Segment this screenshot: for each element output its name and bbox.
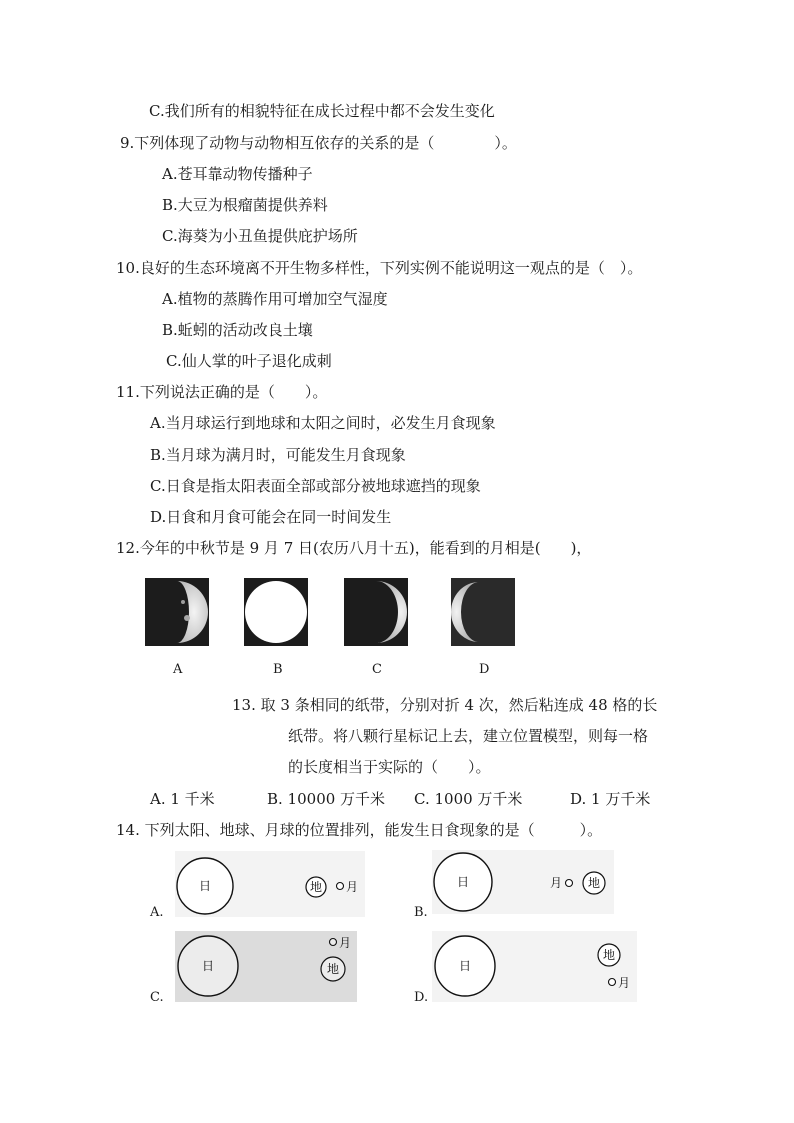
q14-stem: 14. 下列太阳、地球、月球的位置排列，能发生日食现象的是（ ）。	[116, 821, 603, 839]
q9-option-c: C.海葵为小丑鱼提供庇护场所	[162, 227, 358, 245]
sun-label: 日	[198, 879, 212, 893]
q13-line-3: 的长度相当于实际的（ ）。	[288, 758, 491, 776]
moon-label: 月	[618, 976, 631, 990]
earth-label: 地	[309, 880, 323, 894]
q13-option-a: A. 1 千米	[150, 790, 215, 808]
q14-label-c: C.	[150, 990, 164, 1005]
q11-option-b: B.当月球为满月时，可能发生月食现象	[150, 446, 406, 464]
q13-line-2: 纸带。将八颗行星标记上去，建立位置模型，则每一格	[288, 727, 649, 745]
moon-phase-b-image	[244, 578, 308, 646]
q13-option-b: B. 10000 万千米	[267, 790, 386, 808]
sun-label: 日	[458, 959, 472, 973]
q10-option-a: A.植物的蒸腾作用可增加空气湿度	[162, 290, 388, 308]
q11-option-a: A.当月球运行到地球和太阳之间时，必发生月食现象	[150, 414, 496, 432]
earth-label: 地	[587, 876, 601, 890]
q12-stem: 12.今年的中秋节是 9 月 7 日(农历八月十五)，能看到的月相是( )，	[116, 539, 592, 557]
q11-option-c: C.日食是指太阳表面全部或部分被地球遮挡的现象	[150, 477, 481, 495]
moon-phase-c-image	[344, 578, 408, 646]
moon-label: 月	[339, 936, 352, 950]
moon-label-b: B	[273, 662, 283, 677]
earth-label: 地	[602, 948, 616, 962]
q13-option-c: C. 1000 万千米	[414, 790, 523, 808]
q14-diagram-b	[432, 850, 614, 914]
q14-label-d: D.	[414, 990, 429, 1005]
q14-label-a: A.	[150, 905, 164, 920]
q13-option-d: D. 1 万千米	[570, 790, 651, 808]
q10-option-c: C.仙人掌的叶子退化成刺	[166, 352, 332, 370]
q10-stem: 10.良好的生态环境离不开生物多样性，下列实例不能说明这一观点的是（ ）。	[116, 259, 643, 277]
q14-diagram-d	[432, 931, 637, 1002]
moon-label-a: A	[173, 662, 183, 677]
q9-option-a: A.苍耳靠动物传播种子	[162, 165, 313, 183]
moon-label-d: D	[479, 662, 490, 677]
q13-line-1: 13. 取 3 条相同的纸带，分别对折 4 次，然后粘连成 48 格的长	[232, 696, 658, 714]
q8-option-c: C.我们所有的相貌特征在成长过程中都不会发生变化	[149, 102, 495, 120]
q14-diagram-c	[175, 931, 357, 1002]
q14-label-b: B.	[414, 905, 428, 920]
moon-label-c: C	[372, 662, 382, 677]
q14-diagram-a	[175, 851, 365, 917]
moon-phase-d-image	[451, 578, 515, 646]
moon-phase-a-image	[145, 578, 209, 646]
moon-label: 月	[550, 876, 563, 890]
earth-label: 地	[326, 962, 340, 976]
q9-option-b: B.大豆为根瘤菌提供养料	[162, 196, 328, 214]
q10-option-b: B.蚯蚓的活动改良土壤	[162, 321, 313, 339]
moon-label: 月	[346, 880, 359, 894]
q11-option-d: D.日食和月食可能会在同一时间发生	[150, 508, 392, 526]
q11-stem: 11.下列说法正确的是（ ）。	[116, 383, 328, 401]
sun-label: 日	[456, 875, 470, 889]
sun-label: 日	[201, 959, 215, 973]
q9-stem: 9.下列体现了动物与动物相互依存的关系的是（ ）。	[120, 134, 517, 152]
